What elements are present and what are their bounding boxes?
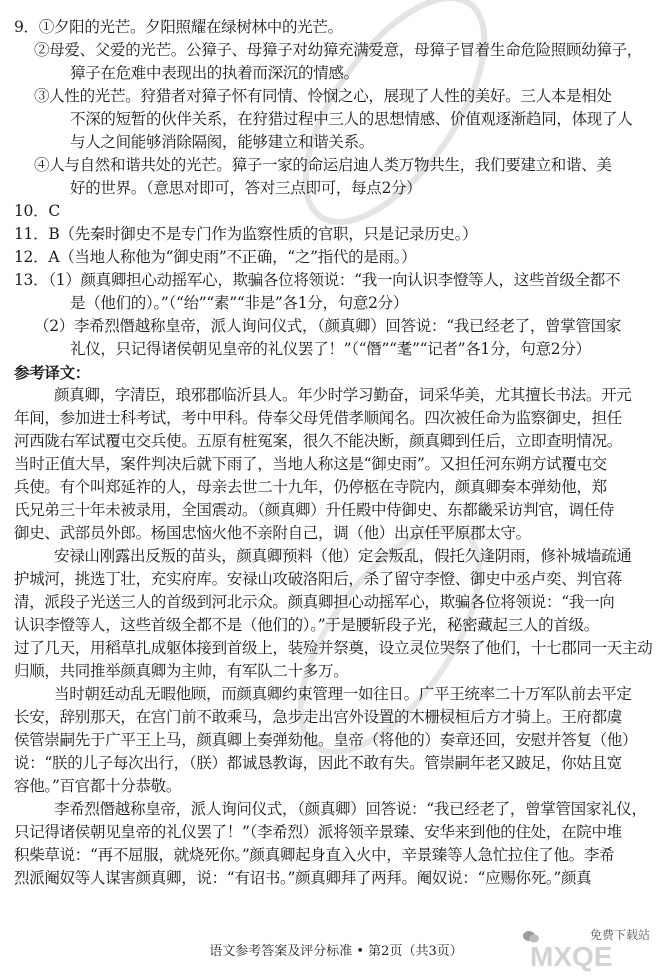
text-line: 礼仪，只记得诸侯朝见皇帝的礼仪罢了！”（“僭”“耄”“记者”各1分，句意2分） xyxy=(70,340,591,358)
text-line: 是（他们的）。”（“绐”“素”“非是”各1分，句意2分） xyxy=(70,294,409,312)
text-line: 过了几天，用稻草扎成躯体接到首级上，装殓并祭奠，设立灵位哭祭了他们，十七郡同一天主动 xyxy=(14,639,653,657)
text-line: 好的世界。（意思对即可，答对三点即可，每点2分） xyxy=(70,179,422,197)
text-line: 李希烈僭越称皇帝，派人询问仪式，（颜真卿）回答说：“我已经老了，曾掌管国家礼仪， xyxy=(54,800,647,818)
text-line: 颜真卿，字清臣，琅邪郡临沂县人。年少时学习勤奋，词采华美，尤其擅长书法。开元 xyxy=(54,386,632,404)
text-line: （2）李希烈僭越称皇帝，派人询问仪式，（颜真卿）回答说：“我已经老了，曾掌管国家 xyxy=(34,317,622,335)
text-line: 安禄山刚露出反叛的苗头，颜真卿预料（他）定会叛乱，假托久逢阴雨，修补城墙疏通 xyxy=(54,547,632,565)
text-line: 12．A（当地人称他为“御史雨”不正确，“之”指代的是雨。） xyxy=(14,248,417,266)
text-line: ②母爱、父爱的光芒。公獐子、母獐子对幼獐充满爱意，母獐子冒着生命危险照顾幼獐子， xyxy=(34,41,643,59)
mxqe-logo-icon xyxy=(528,938,664,972)
text-line: 河西陇右军试覆屯交兵使。五原有桩冤案，很久不能决断，颜真卿到任后，立即查明情况。 xyxy=(14,432,623,450)
text-line: 烈派阉奴等人谋害颜真卿，说：“有诏书。”颜真卿拜了两拜。阉奴说：“应赐你死。”颜真 xyxy=(14,869,592,887)
text-line: 归顺，共同推举颜真卿为主帅，有军队二十多万。 xyxy=(14,662,349,680)
text-line: 当时朝廷动乱无暇他顾，而颜真卿约束管理一如往日。广平王统率二十万军队前去平定 xyxy=(54,685,632,703)
text-line: 长安，辞别那天，在宫门前不敢乘马，急步走出宫外设置的木栅棂桓后方才骑上。王府都虞 xyxy=(14,708,623,726)
text-line: 年间，参加进士科考试，考中甲科。侍奉父母凭借孝顺闻名。四次被任命为监察御史，担任 xyxy=(14,409,623,427)
text-line: 只记得诸侯朝见皇帝的礼仪罢了！”（李希烈）派将领辛景臻、安华来到他的住处，在院中堆 xyxy=(14,823,622,841)
text-line: 说：“朕的儿子每次出行，（朕）都诚恳教诲，因此不敢有失。管崇嗣年老又跛足，你姑且宽 xyxy=(14,754,622,772)
text-line: 侯管崇嗣先于广平王上马，颜真卿上奏弹劾他。皇帝（将他的）奏章还回，安慰并答复（他） xyxy=(14,731,638,749)
text-line: 10．C xyxy=(14,202,60,220)
page-footer: 语文参考答案及评分标准 • 第2页（共3页） xyxy=(209,944,463,959)
text-line: 与人之间能够消除隔阂，能够建立和谐关系。 xyxy=(70,133,375,151)
text-line: 氏兄弟三十年未被录用，全国震动。（颜真卿）升任殿中侍御史、东都畿采访判官，调任侍 xyxy=(14,501,615,519)
text-line: 积柴草说：“再不屈服，就烧死你。”颜真卿起身直入火中，辛景臻等人急忙拉住了他。李希 xyxy=(14,846,615,864)
answer-content xyxy=(14,16,658,890)
svg-text:MXQE: MXQE xyxy=(530,941,613,972)
text-line: 11．B（先秦时御史不是专门作为监察性质的官职，只是记录历史。） xyxy=(14,225,478,243)
section-heading: 参考译文： xyxy=(14,363,91,382)
text-line: 容他。”百官都十分恭敬。 xyxy=(14,777,182,795)
text-line: 9．①夕阳的光芒。夕阳照耀在绿树林中的光芒。 xyxy=(14,18,343,36)
text-line: 护城河，挑选丁壮，充实府库。安禄山攻破洛阳后，杀了留守李憕、御史中丞卢奕、判官蒋 xyxy=(14,570,623,588)
text-line: 御史、武部员外郎。杨国忠恼火他不亲附自己，调（他）出京任平原郡太守。 xyxy=(14,524,531,542)
text-line: 獐子在危难中表现出的执着而深沉的情感。 xyxy=(70,64,359,82)
text-line: 兵使。有个叫郑延祚的人，母亲去世二十九年，仍停柩在寺院内，颜真卿奏本弹劾他，郑 xyxy=(14,478,607,496)
text-line: ③人性的光芒。狩猎者对獐子怀有同情、怜悯之心，展现了人性的美好。三人本是相处 xyxy=(34,87,612,105)
text-line: 13．（1）颜真卿担心动摇军心，欺骗各位将领说：“我一向认识李憕等人，这些首级全都不 xyxy=(14,271,621,289)
text-line: 清，派段子光送三人的首级到河北示众。颜真卿担心动摇军心，欺骗各位将领说：“我一向 xyxy=(14,593,615,611)
text-line: ④人与自然和谐共处的光芒。獐子一家的命运启迪人类万物共生，我们要建立和谐、美 xyxy=(34,156,612,174)
text-line: 认识李憕等人，这些首级全都不是（他们的）。”于是腰斩段子光，秘密藏起三人的首级。 xyxy=(14,616,599,634)
text-line: 当时正值大旱，案件判决后就下雨了，当地人称这是“御史雨”。又担任河东朔方试覆屯交 xyxy=(14,455,607,473)
watermark-text: 免费下载站 xyxy=(589,928,650,942)
text-line: 不深的短暂的伙伴关系，在狩猎过程中三人的思想情感、价值观逐渐趋同，体现了人 xyxy=(70,110,633,128)
